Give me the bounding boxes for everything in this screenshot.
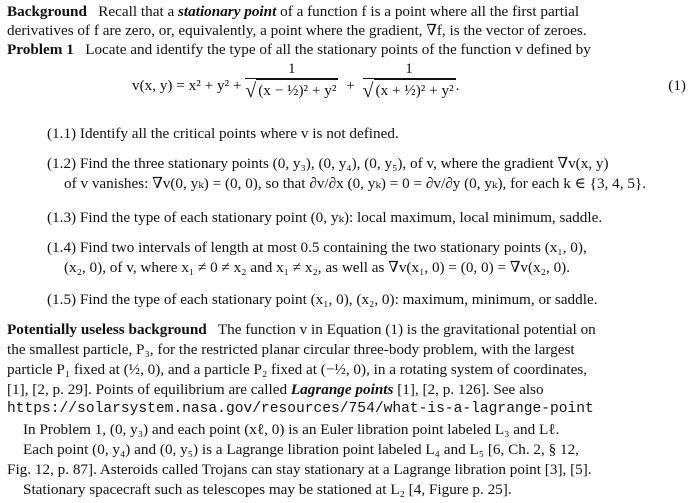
useless-heading: Potentially useless background [7, 321, 207, 338]
useless-line-8: Fig. 12, p. 87]. Asteroids called Trojans can stay stationary at a Lagrange libration point [3], [5]. [7, 461, 592, 478]
equation-1: v(x, y) = x² + y² + $\frac{1}{\text{√ (x − ½)² + y²}}$ + $\frac{1}{\text{√ (x + ½)² + y²}}$ . [132, 60, 460, 102]
stationary-point-term: stationary point [178, 3, 277, 20]
useless-line-7: Each point (0, y₄) and (0, y₅) is a Lagrange libration point labeled L₄ and L₅ [6, Ch. 2, § 12, [23, 441, 579, 458]
problem-heading: Problem 1 [7, 41, 74, 58]
sqrt-sign-icon: √ [245, 80, 257, 102]
lagrange-points-term: Lagrange points [290, 381, 394, 398]
fraction-1-numerator: 1 [245, 60, 338, 79]
equation-plus: + [346, 77, 355, 95]
item-1-5: (1.5) Find the type of each stationary point (x₁, 0), (x₂, 0): maximum, minimum, or saddle. [47, 291, 598, 308]
background-heading: Background [7, 3, 87, 20]
useless-line-3: particle P₁ fixed at (½, 0), and a particle P₂ fixed at (−½, 0), in a rotating system of coordinates, [7, 361, 588, 378]
problem-intro: Problem 1 Locate and identify the type of all the stationary points of the function v defined by [7, 41, 591, 58]
useless-line-1: Potentially useless background The function v in Equation (1) is the gravitational potential on [7, 321, 596, 338]
item-1-4-line-2: (x₂, 0), of v, where x₁ ≠ 0 ≠ x₂ and x₁ ≠ x₂, as well as ∇v(x₁, 0) = (0, 0) = ∇v(x₂, 0). [64, 259, 571, 276]
item-1-2-line-2: of v vanishes: ∇v(0, yₖ) = (0, 0), so that ∂v/∂x (0, yₖ) = 0 = ∂v/∂y (0, yₖ), for each k ∈ {3, 4, 5}. [64, 175, 647, 192]
item-1-4-line-1: (1.4) Find two intervals of length at most 0.5 containing the two stationary points (x₁, 0), [47, 239, 587, 256]
fraction-1-denominator: (x − ½)² + y² [256, 79, 338, 102]
equation-lhs: v(x, y) = x² + y² + [132, 77, 242, 95]
item-1-3: (1.3) Find the type of each stationary point (0, yₖ): local maximum, local minimum, saddle. [47, 209, 603, 226]
useless-line-6: In Problem 1, (0, y₃) and each point (xℓ, 0) is an Euler libration point labeled L₃ and Lℓ. [23, 421, 560, 438]
background-line-2: derivatives of f are zero, or, equivalently, a point where the gradient, ∇f, is the vector of zeroes. [7, 22, 587, 39]
item-1-2-line-1: (1.2) Find the three stationary points (0, y₃), (0, y₄), (0, y₅), of v, where the gradient ∇v(x, y) [47, 155, 609, 172]
fraction-2-numerator: 1 [363, 60, 456, 79]
background-line-1: Background Recall that a stationary point of a function f is a point where all the first partial [7, 3, 580, 20]
sqrt-sign-icon: √ [362, 80, 374, 102]
useless-line-2: the smallest particle, P₃, for the restricted planar circular three-body problem, with the largest [7, 341, 575, 358]
fraction-1 [245, 60, 338, 102]
fraction-2-denominator: (x + ½)² + y² [374, 79, 456, 102]
useless-line-4: [1], [2, p. 29]. Points of equilibrium are called Lagrange points [1], [2, p. 126]. See also [7, 381, 544, 398]
useless-line-9: Stationary spacecraft such as telescopes may be stationed at L₂ [4, Figure p. 25]. [23, 481, 512, 498]
item-1-1: (1.1) Identify all the critical points where v is not defined. [47, 125, 399, 142]
fraction-2 [363, 60, 456, 102]
equation-tag: (1) [668, 77, 686, 94]
nasa-url-link[interactable]: https://solarsystem.nasa.gov/resources/754/what-is-a-lagrange-point [7, 401, 594, 417]
